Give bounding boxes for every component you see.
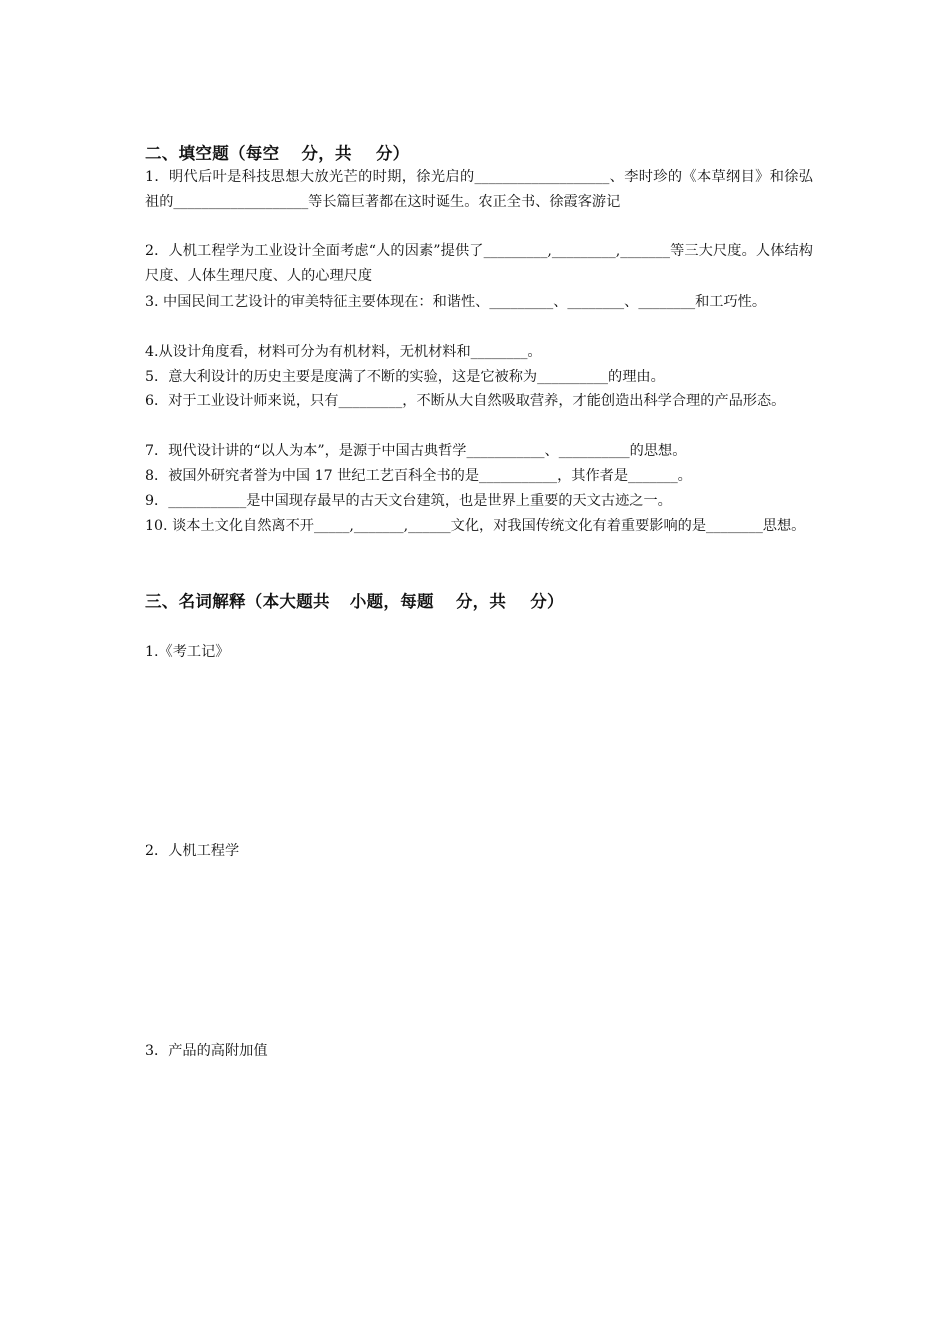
section-2-heading-part-1: 二、填空题（每空: [145, 144, 280, 163]
section-2-heading-part-2: 分，共: [301, 144, 352, 163]
section-3-heading-part-3: 分，共: [455, 592, 507, 611]
question-5: 5．意大利设计的历史主要是度满了不断的实验，这是它被称为__________的理由。: [145, 369, 665, 385]
term-3: 3．产品的高附加值: [145, 1043, 268, 1059]
section-2-heading-part-3: 分）: [375, 144, 410, 163]
question-10: 10. 谈本土文化自然离不开_____,_______,______文化，对我国传统文化有着重要影响的是________思想。: [145, 518, 806, 534]
question-1: 1．明代后叶是科技思想大放光芒的时期，徐光启的___________________、李时珍的《本草纲目》和徐弘祖的___________________等长篇巨著都在这时诞生。农正全书、徐霞客游记: [145, 169, 813, 210]
question-6: 6．对于工业设计师来说，只有_________，不断从大自然吸取营养，才能创造出科学合理的产品形态。: [145, 393, 786, 409]
section-3-heading: [145, 588, 564, 612]
question-2: 2．人机工程学为工业设计全面考虑“人的因素”提供了_________,_________,_______等三大尺度。人体结构尺度、人体生理尺度、人的心理尺度: [145, 243, 813, 284]
section-3-heading-part-2: 小题，每题: [349, 592, 434, 611]
question-9: 9．___________是中国现存最早的古天文台建筑，也是世界上重要的天文古迹之一。: [145, 493, 672, 509]
question-8: 8．被国外研究者誉为中国 17 世纪工艺百科全书的是___________，其作者是_______。: [145, 468, 692, 484]
term-2: 2．人机工程学: [145, 843, 240, 859]
question-3: 3. 中国民间工艺设计的审美特征主要体现在：和谐性、_________、________、________和工巧性。: [145, 294, 767, 310]
section-2-heading: [145, 140, 409, 164]
section-3-heading-part-1: 三、名词解释（本大题共: [145, 592, 330, 611]
term-1: 1.《考工记》: [145, 644, 230, 660]
question-7: 7．现代设计讲的“以人为本”，是源于中国古典哲学___________、__________的思想。: [145, 443, 687, 459]
section-3-heading-part-4: 分）: [530, 592, 564, 611]
question-4: 4.从设计角度看，材料可分为有机材料，无机材料和________。: [145, 344, 542, 360]
